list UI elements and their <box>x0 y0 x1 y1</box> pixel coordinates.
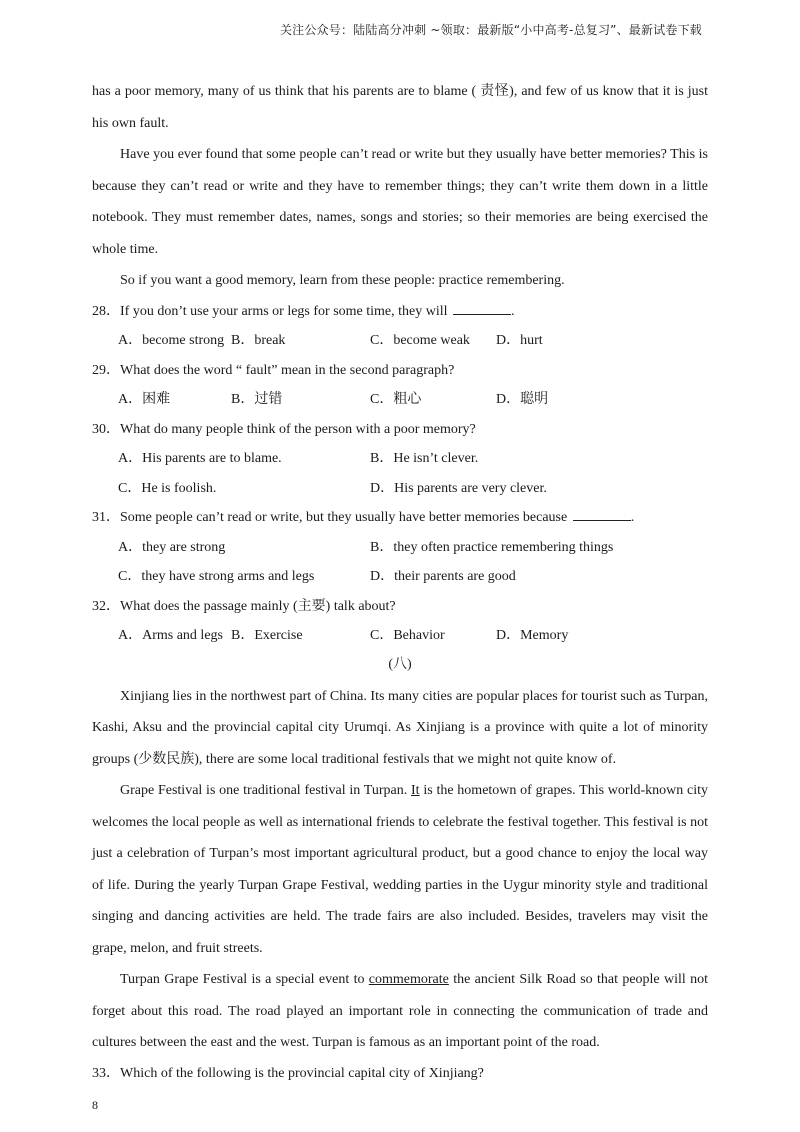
option-a[interactable]: A．become strong <box>118 333 225 348</box>
underlined-word: commemorate <box>368 972 449 987</box>
question-stem: 28．If you don’t use your arms or legs for some time, they will <box>92 303 448 319</box>
question-33-stem: 33．Which of the following is the provincial capital city of Xinjiang? <box>92 1065 484 1081</box>
option-b[interactable]: B．break <box>231 333 286 348</box>
options <box>92 474 708 504</box>
question-28: 28．If you don’t use your arms or legs for some time, they will . A．become strong B．break C．become weak D．hurt <box>92 297 708 356</box>
option-d[interactable]: D．His parents are very clever. <box>370 480 547 496</box>
answer-blank <box>453 302 511 315</box>
option-c[interactable]: C．粗心 <box>370 392 422 407</box>
option-c[interactable]: C．become weak <box>370 333 470 348</box>
question-31: 31．Some people can’t read or write, but they usually have better memories because . A．they are strong B．they often practice remembering things C．they have strong arms and legs D．their parents are good <box>92 503 708 592</box>
paragraph: Xinjiang lies in the northwest part of China. Its many cities are popular places for tourist such as Turpan, Kashi, Aksu and the provincial capital city Urumqi. As Xinjiang is a province with quite a lot of minority groups (少数民族), there are some local traditional festivals that we might not quite know of. <box>92 688 708 767</box>
option-c[interactable]: C．they have strong arms and legs <box>118 569 315 584</box>
question-stem: 29．What does the word “ fault” mean in the second paragraph? <box>92 362 455 378</box>
option-d[interactable]: D．聪明 <box>496 392 549 407</box>
question-stem: 30．What do many people think of the person with a poor memory? <box>92 421 476 437</box>
option-a[interactable]: A．困难 <box>118 392 171 407</box>
option-d[interactable]: D．hurt <box>496 333 543 348</box>
document-body <box>92 76 708 1088</box>
page-number: 8 <box>92 1098 98 1112</box>
options <box>92 326 708 356</box>
option-d[interactable]: D．their parents are good <box>370 569 516 584</box>
option-b[interactable]: B．过错 <box>231 392 283 407</box>
options <box>92 562 708 592</box>
option-a[interactable]: A．they are strong <box>118 539 226 555</box>
options <box>92 621 708 651</box>
underlined-word: It <box>411 783 420 798</box>
paragraph: Have you ever found that some people can’t read or write but they usually have better memories? This is because they can’t read or write and they have to remember things; they can’t write them down in a little notebook. They must remember dates, names, songs and stories; so their memories are being exercised the whole time. <box>92 147 708 257</box>
page-header: 关注公众号：陆陆高分冲刺 ~领取：最新版“小中高考-总复习”、最新试卷下载 <box>279 23 702 37</box>
paragraph: So if you want a good memory, learn from these people: practice remembering. <box>120 273 565 288</box>
option-d[interactable]: D．Memory <box>496 628 569 643</box>
question-stem: 31．Some people can’t read or write, but they usually have better memories because <box>92 510 568 525</box>
option-b[interactable]: B．they often practice remembering things <box>370 539 614 555</box>
options <box>92 533 708 563</box>
paragraph: Grape Festival is one traditional festival in Turpan. It is the hometown of grapes. This world-known city welcomes the local people as well as international friends to celebrate the festival together. This festival is not just a celebration of Turpan’s most important agricultural product, but a good chance to enjoy the local way of life. During the yearly Turpan Grape Festival, wedding parties in the Uygur minority style and traditional singing and dancing activities are held. The trade fairs are also included. Besides, travelers may visit the grape, melon, and fruit streets. <box>92 783 708 956</box>
paragraph: Turpan Grape Festival is a special event to commemorate the ancient Silk Road so that people will not forget about this road. The road played an important role in connecting the communication of trade and cultures between the east and the west. Turpan is famous as an important point of the road. <box>92 972 708 1050</box>
question-30 <box>92 415 708 504</box>
question-29 <box>92 356 708 415</box>
option-b[interactable]: B．Exercise <box>231 628 303 643</box>
options <box>92 385 708 415</box>
question-32 <box>92 592 708 651</box>
paragraph: has a poor memory, many of us think that his parents are to blame ( 责怪), and few of us know that it is just his own fault. <box>92 84 708 131</box>
question-stem: 32．What does the passage mainly (主要) talk about? <box>92 598 396 614</box>
section-label: (八) <box>388 656 412 672</box>
option-b[interactable]: B．He isn’t clever. <box>370 451 479 466</box>
option-c[interactable]: C．Behavior <box>370 628 445 643</box>
option-a[interactable]: A．His parents are to blame. <box>118 451 282 466</box>
options <box>92 444 708 474</box>
option-a[interactable]: A．Arms and legs <box>118 628 223 643</box>
answer-blank <box>573 508 631 521</box>
option-c[interactable]: C．He is foolish. <box>118 480 217 496</box>
